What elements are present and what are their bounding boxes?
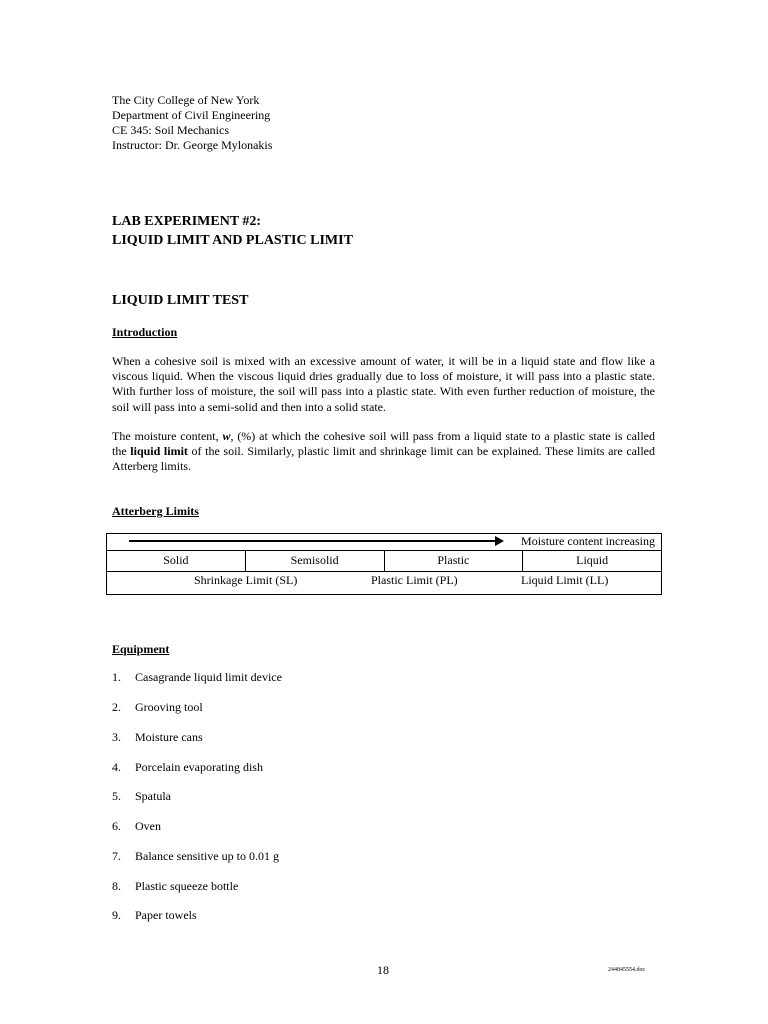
list-item-number: 4. [112, 760, 121, 774]
p2-text-a: The moisture content, [112, 429, 223, 443]
p2-text-c: of the soil. Similarly, plastic limit and shrinkage limit can be explained. These limits are called Atterberg limits. [112, 444, 655, 474]
list-item [112, 700, 203, 715]
arrow-right-icon [495, 536, 504, 546]
liquid-limit-label: Liquid Limit (LL) [521, 573, 609, 587]
list-item-text: Porcelain evaporating dish [135, 760, 263, 774]
lab-title [112, 212, 353, 250]
moisture-symbol: w [222, 429, 231, 443]
page-number: 18 [377, 963, 389, 977]
lab-title-line2: LIQUID LIMIT AND PLASTIC LIMIT [112, 233, 353, 248]
moisture-content-label: Moisture content increasing [521, 534, 655, 548]
list-item-text: Plastic squeeze bottle [135, 879, 239, 893]
list-item [112, 789, 171, 804]
introduction-heading: Introduction [112, 325, 178, 339]
state-solid: Solid [107, 551, 246, 571]
list-item-number: 2. [112, 700, 121, 714]
list-item [112, 879, 238, 894]
liquid-limit-term: liquid limit [130, 444, 188, 459]
lab-title-line1: LAB EXPERIMENT #2: [112, 214, 262, 229]
atterberg-limits-diagram [106, 533, 662, 595]
course-header [112, 93, 272, 153]
plastic-limit-label: Plastic Limit (PL) [371, 573, 458, 587]
state-plastic: Plastic [385, 551, 524, 571]
list-item-number: 5. [112, 789, 121, 803]
section-title: LIQUID LIMIT TEST [112, 293, 249, 308]
introduction-paragraph-1: When a cohesive soil is mixed with an excessive amount of water, it will be in a liquid state and flow like a viscous liquid. When the viscous liquid dries gradually due to loss of moisture, it will pass into a plastic state. With further loss of moisture, the soil will pass into a plastic state. With even further reduction of moisture, the soil will pass into a semi-solid and then into a solid state. [112, 354, 655, 414]
soil-states-row [107, 550, 661, 572]
list-item [112, 670, 282, 685]
header-line-course: CE 345: Soil Mechanics [112, 123, 229, 137]
equipment-heading: Equipment [112, 642, 170, 656]
list-item [112, 760, 263, 775]
moisture-arrow-line [129, 540, 499, 542]
document-id: 244845554.doc [608, 967, 646, 973]
list-item [112, 730, 203, 745]
list-item-text: Paper towels [135, 908, 197, 922]
list-item-text: Balance sensitive up to 0.01 g [135, 849, 279, 863]
atterberg-heading: Atterberg Limits [112, 504, 199, 518]
list-item [112, 908, 197, 923]
state-liquid: Liquid [576, 553, 609, 567]
list-item-text: Casagrande liquid limit device [135, 670, 282, 684]
list-item-number: 1. [112, 670, 121, 684]
list-item-text: Grooving tool [135, 700, 203, 714]
list-item-number: 7. [112, 849, 121, 863]
header-line-department: Department of Civil Engineering [112, 108, 271, 122]
list-item-number: 9. [112, 908, 121, 922]
list-item-number: 6. [112, 819, 121, 833]
list-item [112, 819, 161, 834]
list-item-text: Moisture cans [135, 730, 203, 744]
list-item-number: 8. [112, 879, 121, 893]
list-item-text: Spatula [135, 789, 171, 803]
list-item-text: Oven [135, 819, 161, 833]
header-line-instructor: Instructor: Dr. George Mylonakis [112, 138, 273, 152]
state-semisolid: Semisolid [246, 551, 385, 571]
list-item-number: 3. [112, 730, 121, 744]
p2-text-b: , (%) at which the cohesive soil will pass from a liquid state to a plastic state is called the [112, 429, 655, 459]
introduction-paragraph-2 [112, 429, 655, 475]
limits-row [107, 573, 661, 593]
header-line-college: The City College of New York [112, 93, 260, 107]
shrinkage-limit-label: Shrinkage Limit (SL) [194, 573, 298, 587]
list-item [112, 849, 279, 864]
